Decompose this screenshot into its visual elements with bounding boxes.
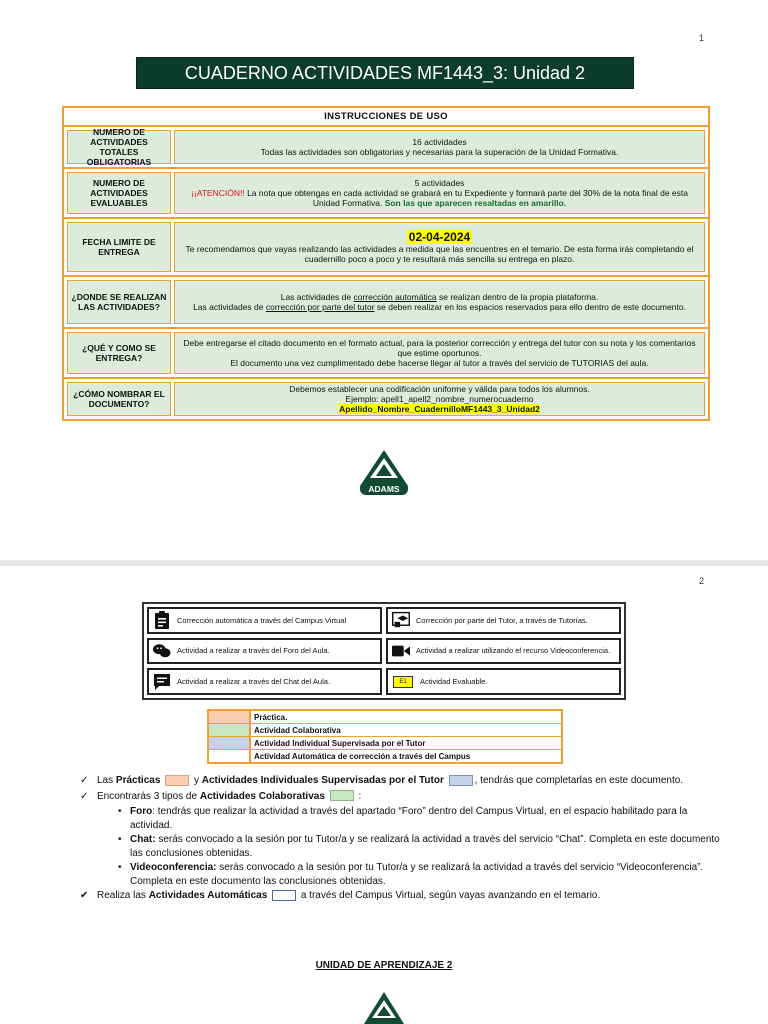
color-legend-row — [209, 737, 561, 750]
bullet-icon: • — [118, 862, 122, 873]
row-content — [174, 280, 705, 324]
naming-example: Apellido_Nombre_CuadernilloMF1443_3_Unidad2 — [339, 404, 540, 415]
naming-text: Debemos establecer una codificación uniforme y válida para todos los alumnos. — [289, 383, 590, 394]
legend-foro-label: Actividad a realizar a través del Foro del Aula. — [177, 646, 330, 656]
legend-tutor — [386, 607, 621, 634]
row-label: NUMERO DE ACTIVIDADES EVALUABLES — [67, 172, 171, 214]
video-camera-icon — [392, 642, 410, 660]
adams-logo — [358, 448, 410, 496]
clipboard-icon — [153, 611, 171, 629]
total-count: 16 actividades — [412, 136, 467, 147]
adams-logo-partial — [362, 990, 406, 1024]
color-swatch — [209, 724, 251, 736]
color-swatch — [209, 711, 251, 723]
row-evaluable-activities — [64, 169, 708, 219]
checkmark-icon: ✔ — [80, 890, 89, 901]
color-legend-label: Actividad Colaborativa — [254, 725, 341, 735]
forum-bubbles-icon — [153, 642, 171, 660]
legend-video-label: Actividad a realizar utilizando el recurso Videoconferencia. — [416, 646, 611, 656]
bullet-icon: • — [118, 834, 122, 845]
page-number: 1 — [698, 33, 704, 43]
color-swatch — [209, 750, 251, 762]
row-content — [174, 382, 705, 416]
row-label: FECHA LIMITE DE ENTREGA — [67, 222, 171, 272]
list-item: ✓ Encontrarás 3 tipos de Actividades Colaborativas : — [80, 790, 362, 802]
row-content — [174, 222, 705, 272]
row-naming — [64, 379, 708, 419]
row-content — [174, 172, 705, 214]
instructions-header: INSTRUCCIONES DE USO — [64, 108, 708, 127]
instructions-table — [62, 106, 710, 421]
deadline-date: 02-04-2024 — [408, 229, 471, 244]
row-deadline — [64, 219, 708, 277]
attention-text: ¡¡ATENCIÓN!! — [191, 187, 245, 198]
list-item: ✓ Las Prácticas y Actividades Individuales Supervisadas por el Tutor , tendrás que completarlas en este documento. — [80, 775, 684, 786]
legend-campus-label: Corrección automática a través del Campus Virtual — [177, 615, 347, 625]
legend-chat-label: Actividad a realizar a través del Chat del Aula. — [177, 677, 330, 687]
checkmark-icon: ✓ — [80, 775, 89, 786]
legend-campus — [147, 607, 382, 634]
color-legend-label: Actividad Individual Supervisada por el Tutor — [254, 738, 426, 748]
row-label: ¿CÓMO NOMBRAR EL DOCUMENTO? — [67, 382, 171, 416]
row-total-activities — [64, 127, 708, 169]
color-legend-label: Práctica. — [254, 712, 288, 722]
legend-tutor-label: Corrección por parte del Tutor, a través de Tutorías. — [416, 615, 588, 625]
color-legend-row — [209, 724, 561, 737]
row-label: ¿QUÉ Y COMO SE ENTREGA? — [67, 332, 171, 374]
delivery-text-1: Debe entregarse el citado documento en el formato actual, para la posterior corrección y entrega del tutor con su nota y los comentarios que estime oportunos. — [183, 337, 696, 358]
teacher-screen-icon — [392, 611, 410, 629]
where-tutor: Las actividades de corrección por parte del tutor se deben realizar en los espacios reservados para ello dentro de este documento. — [193, 302, 686, 312]
page-number: 2 — [698, 576, 704, 586]
icon-legend — [142, 602, 626, 700]
evaluable-note — [181, 188, 698, 208]
unit-title: UNIDAD DE APRENDIZAJE 2 — [315, 960, 453, 971]
automatic-swatch — [272, 890, 296, 901]
color-legend — [207, 709, 563, 764]
evaluable-highlight: Son las que aparecen resaltadas en amarillo. — [384, 198, 567, 208]
row-content — [174, 332, 705, 374]
where-auto: Las actividades de corrección automática se realizan dentro de la propia plataforma. — [280, 291, 599, 302]
evaluable-count: 5 actividades — [414, 177, 465, 188]
list-item: ✔ Realiza las Actividades Automáticas a través del Campus Virtual, según vayas avanzando en el temario. — [80, 890, 601, 901]
total-note: Todas las actividades son obligatorias y necesarias para la superación de la Unidad Formativa. — [260, 147, 619, 157]
evaluable-text: La nota que obtengas en cada actividad se grabará en tu Expediente y formará parte del 30% de la nota final de esta Unidad Formativa. — [244, 187, 688, 208]
row-content — [174, 130, 705, 164]
practice-swatch — [165, 775, 189, 786]
logo-text: ADAMS — [368, 484, 400, 494]
legend-evaluable-label: Actividad Evaluable. — [420, 677, 488, 687]
legend-foro — [147, 638, 382, 665]
row-delivery — [64, 329, 708, 379]
color-legend-row — [209, 711, 561, 724]
delivery-text-2: El documento una vez cumplimentado debe hacerse llegar al tutor a través del servicio de TUTORIAS del aula. — [230, 358, 649, 368]
color-legend-row — [209, 750, 561, 762]
document-title: CUADERNO ACTIVIDADES MF1443_3: Unidad 2 — [136, 57, 634, 89]
evaluable-badge: E1 — [392, 673, 414, 691]
checkmark-icon: ✓ — [80, 790, 89, 802]
list-subitem: • Videoconferencia: serás convocado a la sesión por tu Tutor/a y se realizará la actividad a través del servicio “Videoconferencia”. Completa en este documento las conclusiones obtenidas. — [118, 862, 704, 887]
instructions-list — [80, 774, 720, 905]
legend-evaluable — [386, 668, 621, 695]
legend-chat — [147, 668, 382, 695]
supervised-swatch — [449, 775, 473, 786]
row-label: ¿DONDE SE REALIZAN LAS ACTIVIDADES? — [67, 280, 171, 324]
list-subitem: • Chat: serás convocado a la sesión por tu Tutor/a y se realizará la actividad a través del servicio “Chat”. Completa en este documento las conclusiones obtenidas. — [118, 834, 720, 859]
color-swatch — [209, 737, 251, 749]
chat-icon — [153, 673, 171, 691]
color-legend-label: Actividad Automática de corrección a través del Campus — [254, 751, 471, 761]
legend-video — [386, 638, 621, 665]
deadline-text: Te recomendamos que vayas realizando las actividades a medida que las encuentres en el temario. De esta forma irás completando el cuadernillo poco a poco y te resultará más sencilla su entrega en plazo. — [185, 244, 694, 265]
list-subitem: • Foro: tendrás que realizar la actividad a través del apartado “Foro” dentro del Campus Virtual, en el espacio habilitado para la actividad. — [118, 806, 688, 831]
row-label: NUMERO DE ACTIVIDADES TOTALES OBLIGATORIAS — [67, 130, 171, 164]
naming-example-format: Ejemplo: apell1_apell2_nombre_numerocuaderno — [345, 394, 534, 404]
bullet-icon: • — [118, 806, 122, 817]
row-where — [64, 277, 708, 329]
collab-swatch — [330, 790, 354, 801]
